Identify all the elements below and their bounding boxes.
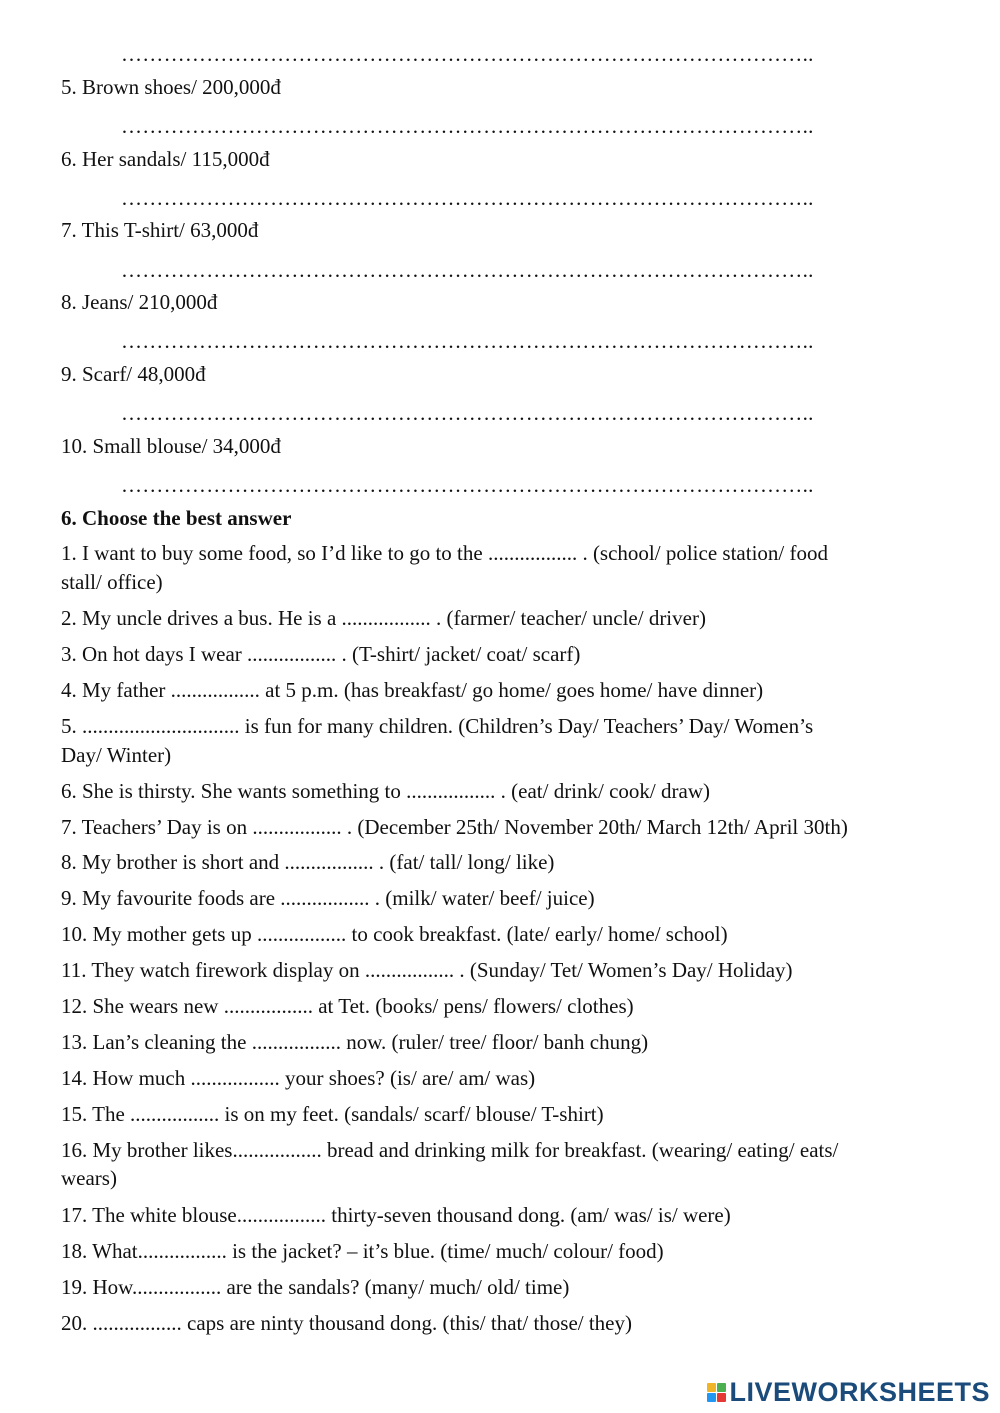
question-1-line-1: 1. I want to buy some food, so I’d like to go to the ................. . (school/ police station/ food: [61, 541, 828, 565]
question-5-line-2: Day/ Winter): [61, 743, 172, 767]
question-7: 7. Teachers’ Day is on ................. . (December 25th/ November 20th/ March 12th/ April 30th): [61, 815, 848, 839]
question-4: 4. My father ................. at 5 p.m. (has breakfast/ go home/ goes home/ have dinner): [61, 678, 764, 702]
answer-line-5[interactable]: ……………………………………………………………………………………..: [121, 114, 814, 138]
question-3: 3. On hot days I wear ................. . (T-shirt/ jacket/ coat/ scarf): [61, 642, 581, 666]
answer-line-9[interactable]: ……………………………………………………………………………………..: [121, 401, 814, 425]
logo-text: LIVEWORKSHEETS: [729, 1376, 990, 1407]
question-1-line-2: stall/ office): [61, 570, 163, 594]
question-13: 13. Lan’s cleaning the ................. now. (ruler/ tree/ floor/ banh chung): [61, 1030, 649, 1054]
answer-line-10[interactable]: ……………………………………………………………………………………..: [121, 473, 814, 497]
logo-square-2: [717, 1383, 726, 1392]
section-6-heading: 6. Choose the best answer: [61, 506, 292, 530]
question-8: 8. My brother is short and ................. . (fat/ tall/ long/ like): [61, 850, 555, 874]
question-11: 11. They watch firework display on ................. . (Sunday/ Tet/ Women’s Day/ Holiday): [61, 958, 793, 982]
price-item-8: 8. Jeans/ 210,000đ: [61, 290, 218, 314]
price-item-10: 10. Small blouse/ 34,000đ: [61, 434, 281, 458]
question-16-line-1: 16. My brother likes................. bread and drinking milk for breakfast. (wearing/ eating/ eats/: [61, 1138, 839, 1162]
price-item-5: 5. Brown shoes/ 200,000đ: [61, 75, 281, 99]
question-9: 9. My favourite foods are ................. . (milk/ water/ beef/ juice): [61, 886, 595, 910]
price-item-7: 7. This T-shirt/ 63,000đ: [61, 218, 259, 242]
logo-square-3: [707, 1393, 716, 1402]
liveworksheets-logo: [707, 1378, 990, 1406]
logo-mark-icon: [707, 1383, 726, 1402]
question-2: 2. My uncle drives a bus. He is a ................. . (farmer/ teacher/ uncle/ driver): [61, 606, 706, 630]
question-20: 20. ................. caps are ninty thousand dong. (this/ that/ those/ they): [61, 1311, 632, 1335]
question-12: 12. She wears new ................. at Tet. (books/ pens/ flowers/ clothes): [61, 994, 634, 1018]
question-14: 14. How much ................. your shoes? (is/ are/ am/ was): [61, 1066, 536, 1090]
question-6: 6. She is thirsty. She wants something to ................. . (eat/ drink/ cook/ draw): [61, 779, 710, 803]
question-15: 15. The ................. is on my feet. (sandals/ scarf/ blouse/ T-shirt): [61, 1102, 604, 1126]
answer-line-4[interactable]: ……………………………………………………………………………………..: [121, 42, 814, 66]
logo-square-1: [707, 1383, 716, 1392]
answer-line-7[interactable]: ……………………………………………………………………………………..: [121, 258, 814, 282]
question-18: 18. What................. is the jacket? – it’s blue. (time/ much/ colour/ food): [61, 1239, 664, 1263]
question-19: 19. How................. are the sandals? (many/ much/ old/ time): [61, 1275, 570, 1299]
answer-line-8[interactable]: ……………………………………………………………………………………..: [121, 329, 814, 353]
price-item-6: 6. Her sandals/ 115,000đ: [61, 147, 270, 171]
question-17: 17. The white blouse................. thirty-seven thousand dong. (am/ was/ is/ were): [61, 1203, 731, 1227]
question-5-line-1: 5. .............................. is fun for many children. (Children’s Day/ Teachers’ Day/ Women’s: [61, 714, 814, 738]
question-10: 10. My mother gets up ................. to cook breakfast. (late/ early/ home/ school): [61, 922, 728, 946]
question-16-line-2: wears): [61, 1166, 117, 1190]
price-item-9: 9. Scarf/ 48,000đ: [61, 362, 206, 386]
answer-line-6[interactable]: ……………………………………………………………………………………..: [121, 186, 814, 210]
logo-square-4: [717, 1393, 726, 1402]
